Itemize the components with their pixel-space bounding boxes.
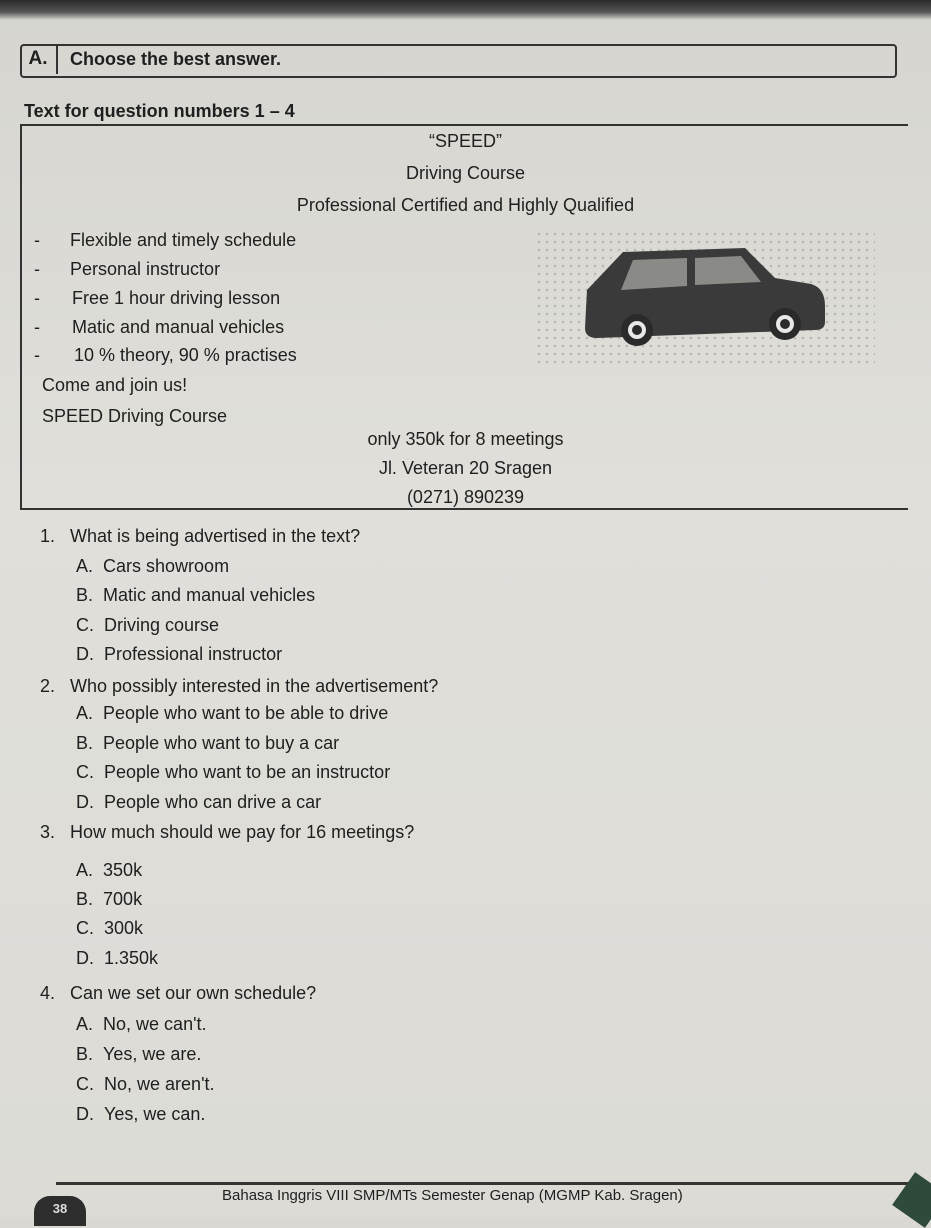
ad-subtitle: Driving Course xyxy=(405,163,526,183)
top-edge xyxy=(0,0,931,20)
q1-option-d[interactable] xyxy=(76,644,282,665)
q3-option-b[interactable] xyxy=(76,889,142,910)
option-letter: B. xyxy=(76,1044,94,1064)
ad-invite: Come and join us! xyxy=(42,375,188,395)
option-letter: C. xyxy=(76,615,94,635)
option-letter: A. xyxy=(76,1014,94,1034)
question-1 xyxy=(40,526,360,547)
ad-school-name: SPEED Driving Course xyxy=(42,406,228,426)
q3-option-d[interactable] xyxy=(76,948,158,969)
section-title: Choose the best answer. xyxy=(70,49,282,69)
question-text: Who possibly interested in the advertisement? xyxy=(70,676,439,696)
ad-phone: (0271) 890239 xyxy=(406,487,525,507)
section-letter: A. xyxy=(20,44,58,74)
option-text: 1.350k xyxy=(104,948,159,968)
ad-address: Jl. Veteran 20 Sragen xyxy=(378,458,553,478)
option-letter: C. xyxy=(76,918,94,938)
question-text: Can we set our own schedule? xyxy=(70,983,317,1003)
q1-option-a[interactable] xyxy=(76,556,229,577)
q2-option-d[interactable] xyxy=(76,792,321,813)
q3-option-a[interactable] xyxy=(76,860,142,881)
question-2 xyxy=(40,676,438,697)
question-number: 1. xyxy=(40,526,56,546)
text-for-label: Text for question numbers 1 – 4 xyxy=(24,101,295,121)
option-letter: B. xyxy=(76,889,94,909)
option-letter: A. xyxy=(76,556,94,576)
option-letter: A. xyxy=(76,860,94,880)
option-letter: D. xyxy=(76,1104,94,1124)
q2-option-b[interactable] xyxy=(76,733,339,754)
option-letter: C. xyxy=(76,1074,94,1094)
option-letter: D. xyxy=(76,792,94,812)
bullet-dash: - xyxy=(34,230,40,250)
option-text: Matic and manual vehicles xyxy=(103,585,316,605)
q4-option-c[interactable] xyxy=(76,1074,215,1095)
car-image-area xyxy=(535,230,875,367)
q4-option-d[interactable] xyxy=(76,1104,205,1125)
ad-name: “SPEED” xyxy=(428,131,502,151)
question-text: What is being advertised in the text? xyxy=(70,526,361,546)
option-text: Driving course xyxy=(104,615,220,635)
option-text: 700k xyxy=(103,889,143,909)
question-text: How much should we pay for 16 meetings? xyxy=(70,822,415,842)
option-text: 300k xyxy=(104,918,144,938)
question-3 xyxy=(40,822,414,843)
bullet-dash: - xyxy=(34,259,40,279)
bullet-dash: - xyxy=(34,317,40,337)
option-letter: A. xyxy=(76,703,94,723)
footer-text: Bahasa Inggris VIII SMP/MTs Semester Genap (MGMP Kab. Sragen) xyxy=(222,1187,683,1204)
ad-feature: 10 % theory, 90 % practises xyxy=(74,345,297,365)
option-text: People who can drive a car xyxy=(104,792,322,812)
option-letter: C. xyxy=(76,762,94,782)
ad-feature: Free 1 hour driving lesson xyxy=(72,288,281,308)
q2-option-a[interactable] xyxy=(76,703,388,724)
ad-tagline: Professional Certified and Highly Qualified xyxy=(296,195,635,215)
question-number: 3. xyxy=(40,822,56,842)
option-text: Cars showroom xyxy=(103,556,230,576)
question-4 xyxy=(40,983,316,1004)
ad-feature: Matic and manual vehicles xyxy=(72,317,285,337)
option-text: People who want to be able to drive xyxy=(103,703,389,723)
bullet-dash: - xyxy=(34,345,40,365)
bullet-dash: - xyxy=(34,288,40,308)
question-number: 2. xyxy=(40,676,56,696)
option-text: People who want to be an instructor xyxy=(104,762,391,782)
page-number-badge: 38 xyxy=(34,1196,86,1226)
q4-option-b[interactable] xyxy=(76,1044,201,1065)
ad-price: only 350k for 8 meetings xyxy=(367,429,564,449)
q2-option-c[interactable] xyxy=(76,762,390,783)
q1-option-b[interactable] xyxy=(76,585,315,606)
option-text: 350k xyxy=(103,860,143,880)
question-number: 4. xyxy=(40,983,56,1003)
option-text: No, we aren't. xyxy=(104,1074,215,1094)
footer-rule xyxy=(56,1182,926,1185)
option-text: Professional instructor xyxy=(104,644,283,664)
option-text: Yes, we are. xyxy=(103,1044,202,1064)
option-letter: D. xyxy=(76,644,94,664)
q3-option-c[interactable] xyxy=(76,918,143,939)
ad-feature: Personal instructor xyxy=(70,259,221,279)
option-letter: B. xyxy=(76,733,94,753)
option-text: People who want to buy a car xyxy=(103,733,340,753)
option-text: Yes, we can. xyxy=(104,1104,206,1124)
option-text: No, we can't. xyxy=(103,1014,207,1034)
option-letter: D. xyxy=(76,948,94,968)
ad-feature: Flexible and timely schedule xyxy=(70,230,297,250)
q1-option-c[interactable] xyxy=(76,615,219,636)
car-icon xyxy=(535,230,875,367)
option-letter: B. xyxy=(76,585,94,605)
q4-option-a[interactable] xyxy=(76,1014,207,1035)
